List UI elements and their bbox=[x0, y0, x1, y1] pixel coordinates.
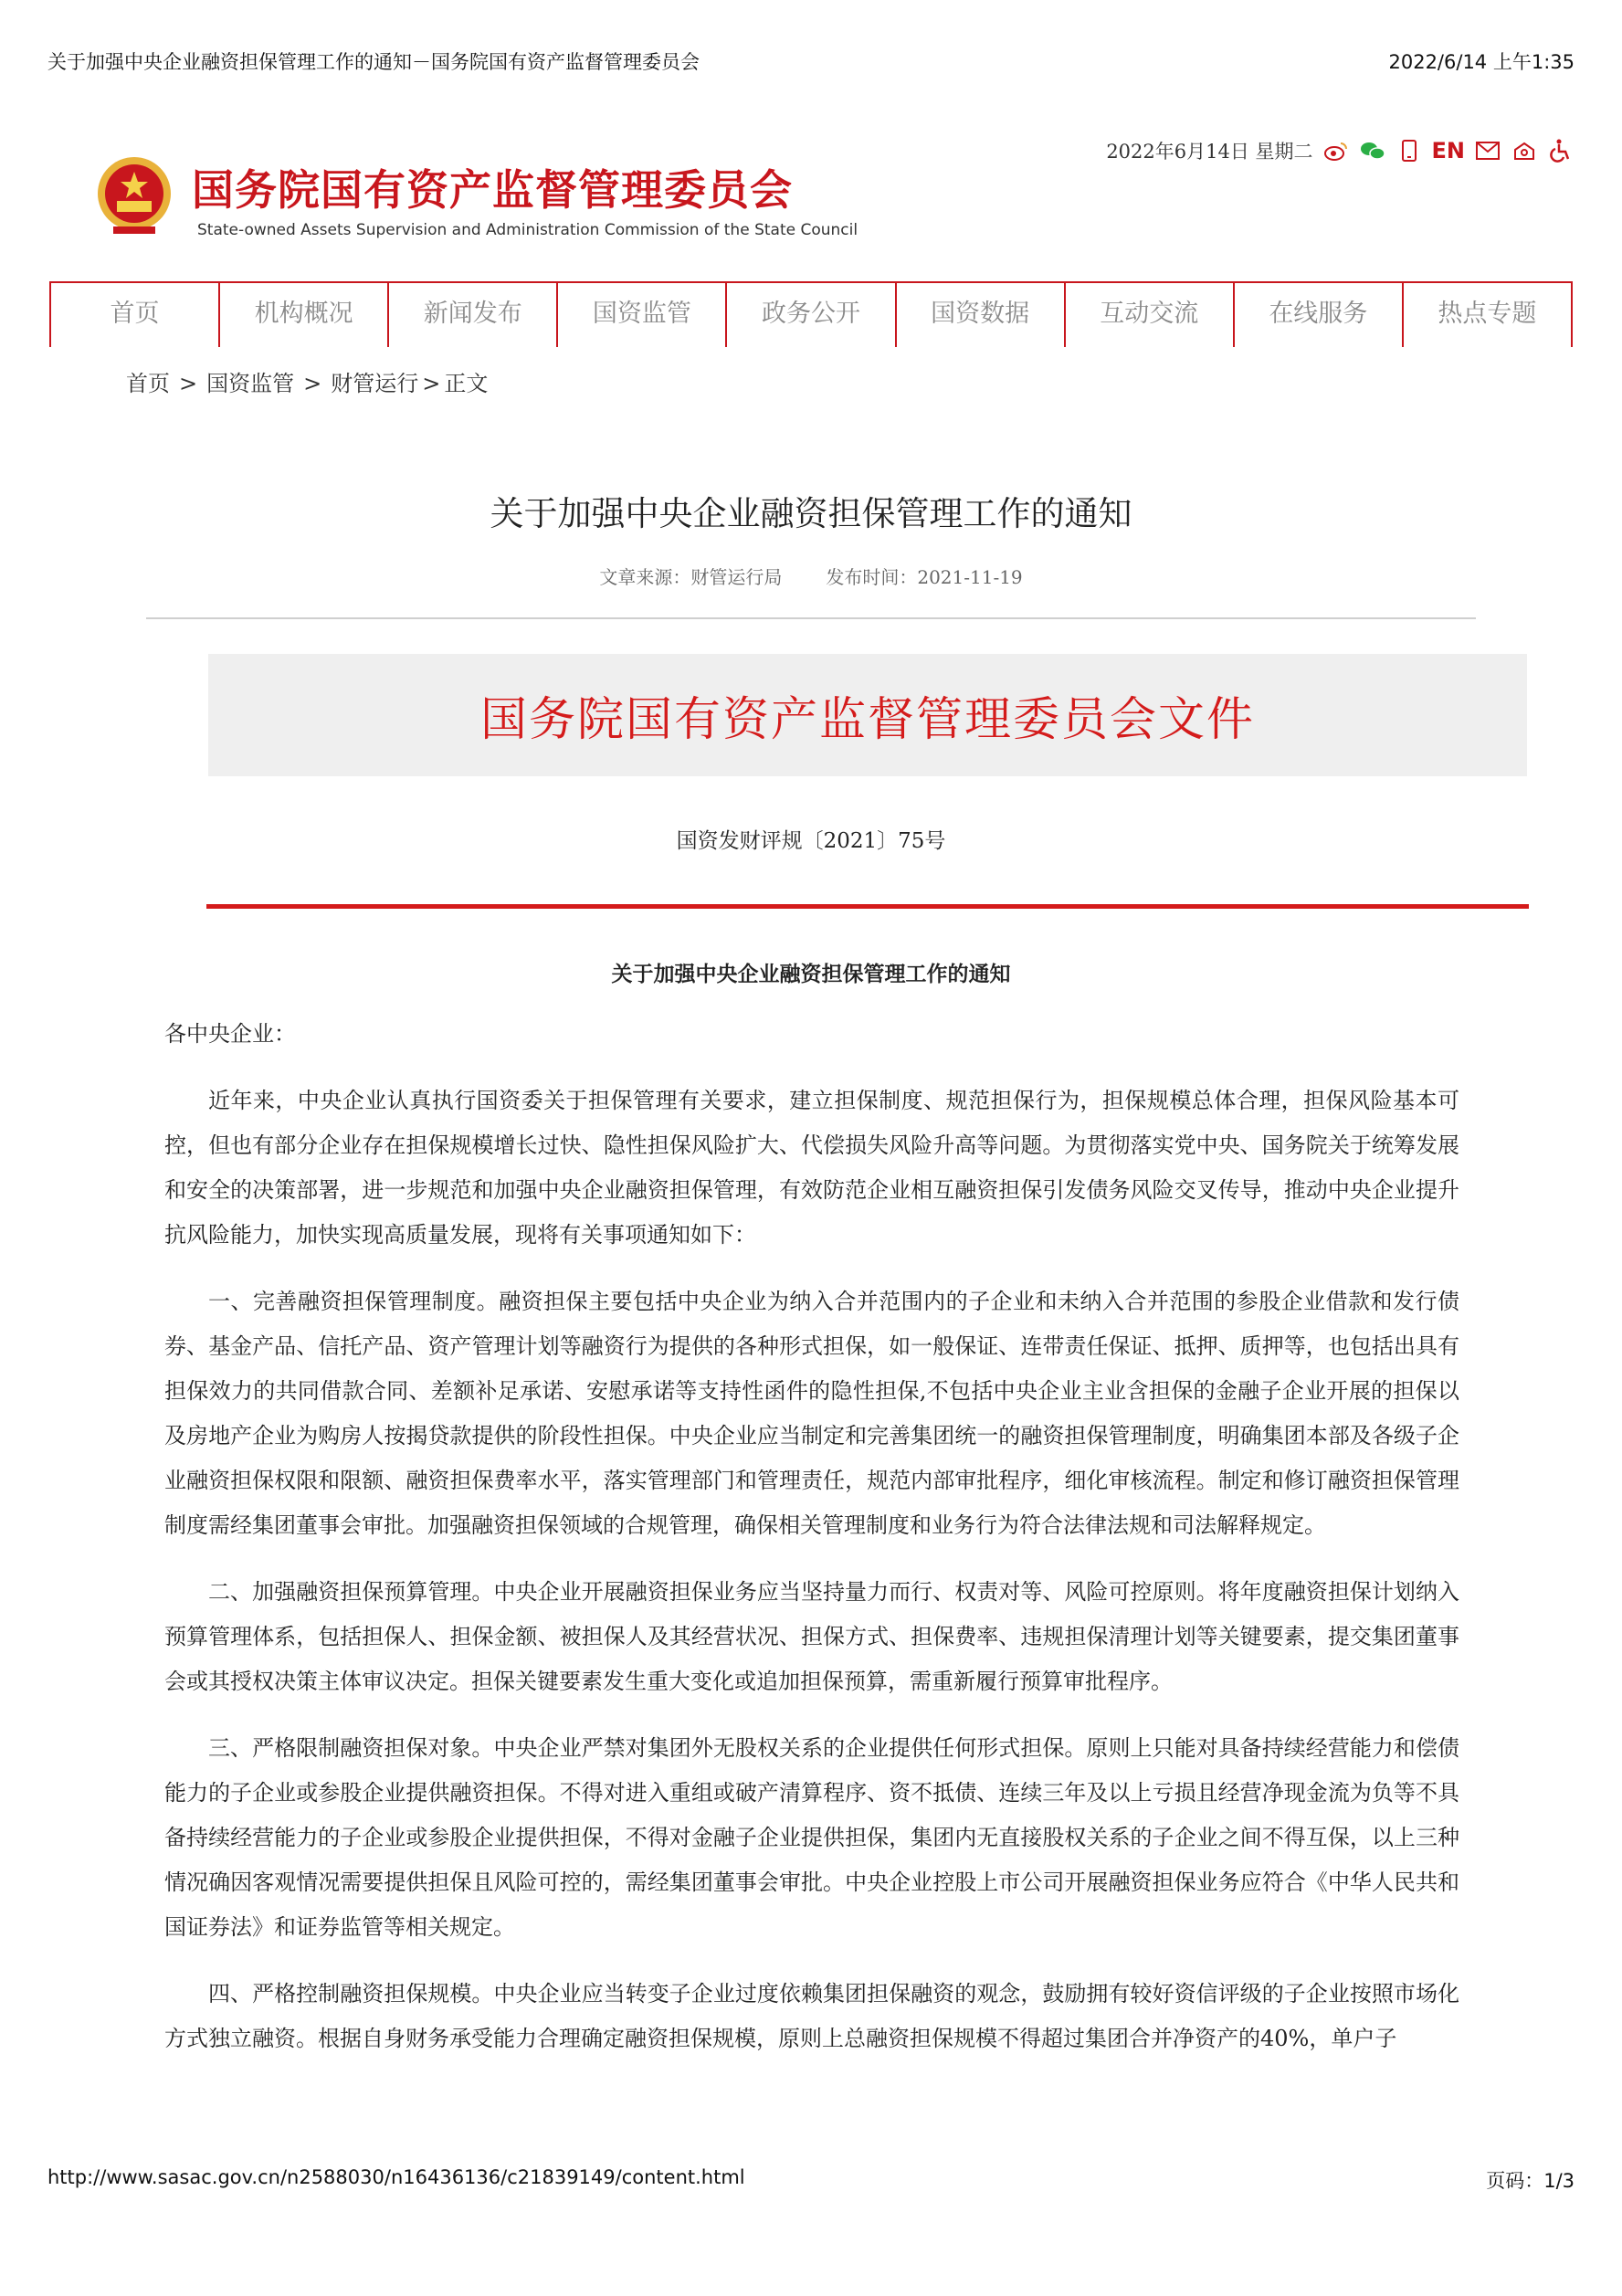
nav-about[interactable]: 机构概况 bbox=[218, 283, 387, 347]
nav-supervision[interactable]: 国资监管 bbox=[556, 283, 725, 347]
article-title: 关于加强中央企业融资担保管理工作的通知 bbox=[490, 494, 1132, 533]
document-number: 国资发财评规〔2021〕75号 bbox=[676, 829, 946, 853]
paragraph-3: 三、严格限制融资担保对象。中央企业严禁对集团外无股权关系的企业提供任何形式担保。原则上只能对具备持续经营能力和偿债能力的子企业或参股企业提供融资担保。不得对进入重组或破产清算程序、资不抵债、连续三年及以上亏损且经营净现金流为负等不具备持续经营能力的子企业或参股企业提供担保，不得对金融子企业提供担保，集团内无直接股权关系的子企业之间不得互保，以上三种情况确因客观情况需要提供担保且风险可控的，需经集团董事会审批。中央企业控股上市公司开展融资担保业务应符合《中华人民共和国证券法》和证券监管等相关规定。 bbox=[164, 1735, 1459, 1940]
document-banner-text: 国务院国有资产监督管理委员会文件 bbox=[479, 693, 1255, 747]
site-header bbox=[47, 137, 1575, 265]
elder-care-icon[interactable] bbox=[1511, 138, 1538, 163]
nav-data[interactable]: 国资数据 bbox=[895, 283, 1064, 347]
paragraph-2: 二、加强融资担保预算管理。中央企业开展融资担保业务应当坚持量力而行、权责对等、风险可控原则。将年度融资担保计划纳入预算管理体系，包括担保人、担保金额、被担保人及其经营状况、担保方式、担保费率、违规担保清理计划等关键要素，提交集团董事会或其授权决策主体审议决定。担保关键要素发生重大变化或追加担保预算，需重新履行预算审批程序。 bbox=[164, 1579, 1459, 1694]
red-divider bbox=[206, 904, 1529, 909]
nav-gov-affairs[interactable]: 政务公开 bbox=[725, 283, 894, 347]
nav-online-service[interactable]: 在线服务 bbox=[1233, 283, 1402, 347]
wechat-icon[interactable] bbox=[1359, 138, 1386, 163]
document-title: 关于加强中央企业融资担保管理工作的通知 bbox=[611, 962, 1011, 986]
nav-home[interactable]: 首页 bbox=[49, 283, 218, 347]
salutation: 各中央企业： bbox=[164, 1021, 296, 1047]
nav-topics[interactable]: 热点专题 bbox=[1402, 283, 1573, 347]
article-body bbox=[164, 1012, 1459, 2083]
accessibility-icon[interactable] bbox=[1547, 138, 1575, 163]
site-name-cn: 国务院国有资产监督管理委员会 bbox=[192, 165, 793, 215]
breadcrumb-supervision[interactable]: 国资监管 bbox=[206, 371, 295, 396]
breadcrumb: 首页 > 国资监管 > 财管运行 > 正文 bbox=[126, 371, 489, 396]
paragraph-1: 一、完善融资担保管理制度。融资担保主要包括中央企业为纳入合并范围内的子企业和未纳入合并范围的参股企业借款和发行债券、基金产品、信托产品、资产管理计划等融资行为提供的各种形式担保，如一般保证、连带责任保证、抵押、质押等，也包括出具有担保效力的共同借款合同、差额补足承诺、安慰承诺等支持性函件的隐性担保,不包括中央企业主业含担保的金融子企业开展的担保以及房地产企业为购房人按揭贷款提供的阶段性担保。中央企业应当制定和完善集团统一的融资担保管理制度，明确集团本部及各级子企业融资担保权限和限额、融资担保费率水平，落实管理部门和管理责任，规范内部审批程序，细化审核流程。制定和修订融资担保管理制度需经集团董事会审批。加强融资担保领域的合规管理，确保相关管理制度和业务行为符合法律法规和司法解释规定。 bbox=[164, 1289, 1459, 1538]
top-tools bbox=[1106, 137, 1575, 164]
print-header bbox=[47, 47, 1575, 75]
print-datetime: 2022/6/14 上午1:35 bbox=[1388, 51, 1575, 73]
nav-interaction[interactable]: 互动交流 bbox=[1064, 283, 1233, 347]
main-nav bbox=[49, 281, 1573, 347]
site-name-en: State-owned Assets Supervision and Administration Commission of the State Council bbox=[197, 221, 858, 239]
document-banner bbox=[208, 654, 1527, 776]
mail-icon[interactable] bbox=[1474, 138, 1501, 163]
article-date: 发布时间：2021-11-19 bbox=[826, 566, 1023, 588]
print-page-title: 关于加强中央企业融资担保管理工作的通知－国务院国有资产监督管理委员会 bbox=[47, 51, 700, 73]
breadcrumb-home[interactable]: 首页 bbox=[126, 371, 170, 396]
paragraph-4: 四、严格控制融资担保规模。中央企业应当转变子企业过度依赖集团担保融资的观念，鼓励拥有较好资信评级的子企业按照市场化方式独立融资。根据自身财务承受能力合理确定融资担保规模，原则上总融资担保规模不得超过集团合并净资产的40%，单户子 bbox=[164, 1981, 1459, 2051]
paragraph-intro: 近年来，中央企业认真执行国资委关于担保管理有关要求，建立担保制度、规范担保行为，担保规模总体合理，担保风险基本可控，但也有部分企业存在担保规模增长过快、隐性担保风险扩大、代偿损失风险升高等问题。为贯彻落实党中央、国务院关于统筹发展和安全的决策部署，进一步规范和加强中央企业融资担保管理，有效防范企业相互融资担保引发债务风险交叉传导，推动中央企业提升抗风险能力，加快实现高质量发展，现将有关事项通知如下： bbox=[164, 1088, 1459, 1248]
print-page-number: 页码：1/3 bbox=[1486, 2170, 1575, 2192]
divider bbox=[146, 617, 1476, 619]
nav-news[interactable]: 新闻发布 bbox=[387, 283, 556, 347]
print-footer bbox=[47, 2166, 1575, 2194]
weibo-icon[interactable] bbox=[1322, 138, 1350, 163]
breadcrumb-current: 正文 bbox=[444, 371, 489, 396]
current-date: 2022年6月14日 星期二 bbox=[1106, 141, 1313, 163]
article-source: 文章来源：财管运行局 bbox=[599, 566, 783, 588]
mobile-icon[interactable] bbox=[1396, 138, 1423, 163]
english-link[interactable]: EN bbox=[1431, 138, 1465, 163]
national-emblem-icon bbox=[95, 153, 174, 237]
print-url: http://www.sasac.gov.cn/n2588030/n16436136/c21839149/content.html bbox=[47, 2166, 745, 2188]
breadcrumb-finance[interactable]: 财管运行 bbox=[331, 371, 419, 396]
article-meta bbox=[0, 563, 1622, 589]
